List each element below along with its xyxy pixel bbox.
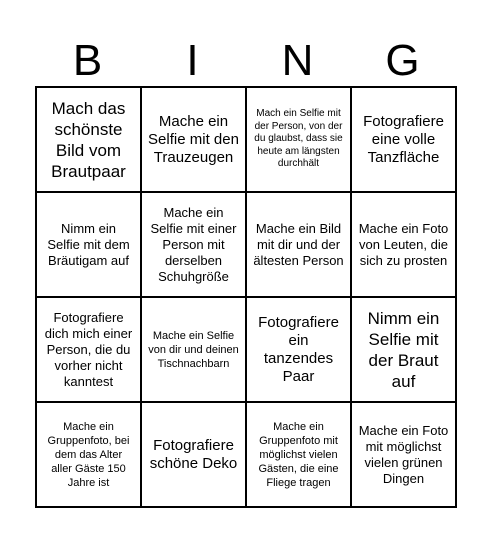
cell-text: Mach das schönste Bild vom Brautpaar bbox=[51, 98, 126, 181]
cell-text: Mache ein Gruppenfoto mit möglichst vielen Gästen, die eine Fliege tragen bbox=[258, 420, 339, 489]
bingo-cell[interactable] bbox=[246, 402, 351, 507]
bingo-cell[interactable] bbox=[246, 192, 351, 297]
bingo-cell[interactable] bbox=[141, 192, 246, 297]
cell-text: Mache ein Selfie mit den Trauzeugen bbox=[148, 112, 239, 166]
bingo-cell[interactable] bbox=[246, 87, 351, 192]
cell-text: Fotografiere dich mich einer Person, die du vorher nicht kanntest bbox=[44, 309, 133, 389]
cell-text: Mache ein Selfie von dir und deinen Tischnachbarn bbox=[148, 329, 239, 370]
bingo-cell[interactable] bbox=[141, 297, 246, 402]
cell-text: Mache ein Foto von Leuten, die sich zu prosten bbox=[358, 220, 449, 268]
bingo-cell[interactable] bbox=[246, 297, 351, 402]
header-letter-i: I bbox=[186, 36, 199, 85]
bingo-cell[interactable] bbox=[36, 402, 141, 507]
cell-text: Mache ein Selfie mit einer Person mit derselben Schuhgröße bbox=[150, 204, 237, 284]
cell-text: Mache ein Bild mit dir und der ältesten Person bbox=[253, 220, 344, 268]
cell-text: Nimm ein Selfie mit der Braut auf bbox=[367, 308, 440, 391]
cell-text: Mach ein Selfie mit der Person, von der du glaubst, dass sie heute am längsten durchhält bbox=[254, 108, 343, 170]
bingo-cell[interactable] bbox=[351, 87, 456, 192]
cell-text: Fotografiere ein tanzendes Paar bbox=[258, 313, 339, 385]
cell-text: Nimm ein Selfie mit dem Bräutigam auf bbox=[47, 220, 130, 268]
header-letter-g: G bbox=[385, 36, 420, 85]
cell-text: Mache ein Gruppenfoto, bei dem das Alter aller Gäste 150 Jahre ist bbox=[47, 420, 130, 489]
bingo-cell[interactable] bbox=[141, 402, 246, 507]
bingo-grid bbox=[35, 86, 457, 508]
bingo-cell[interactable] bbox=[36, 192, 141, 297]
cell-text: Fotografiere eine volle Tanzfläche bbox=[363, 112, 444, 166]
header-letter-n: N bbox=[281, 36, 314, 85]
cell-text: Mache ein Foto mit möglichst vielen grünen Dingen bbox=[358, 422, 449, 486]
bingo-cell[interactable] bbox=[351, 192, 456, 297]
bingo-cell[interactable] bbox=[351, 297, 456, 402]
bingo-cell[interactable] bbox=[351, 402, 456, 507]
bingo-cell[interactable] bbox=[141, 87, 246, 192]
cell-text: Fotografiere schöne Deko bbox=[149, 436, 238, 472]
bingo-cell[interactable] bbox=[36, 87, 141, 192]
bingo-cell[interactable] bbox=[36, 297, 141, 402]
header-letter-b: B bbox=[72, 36, 103, 85]
bingo-header bbox=[35, 36, 457, 86]
